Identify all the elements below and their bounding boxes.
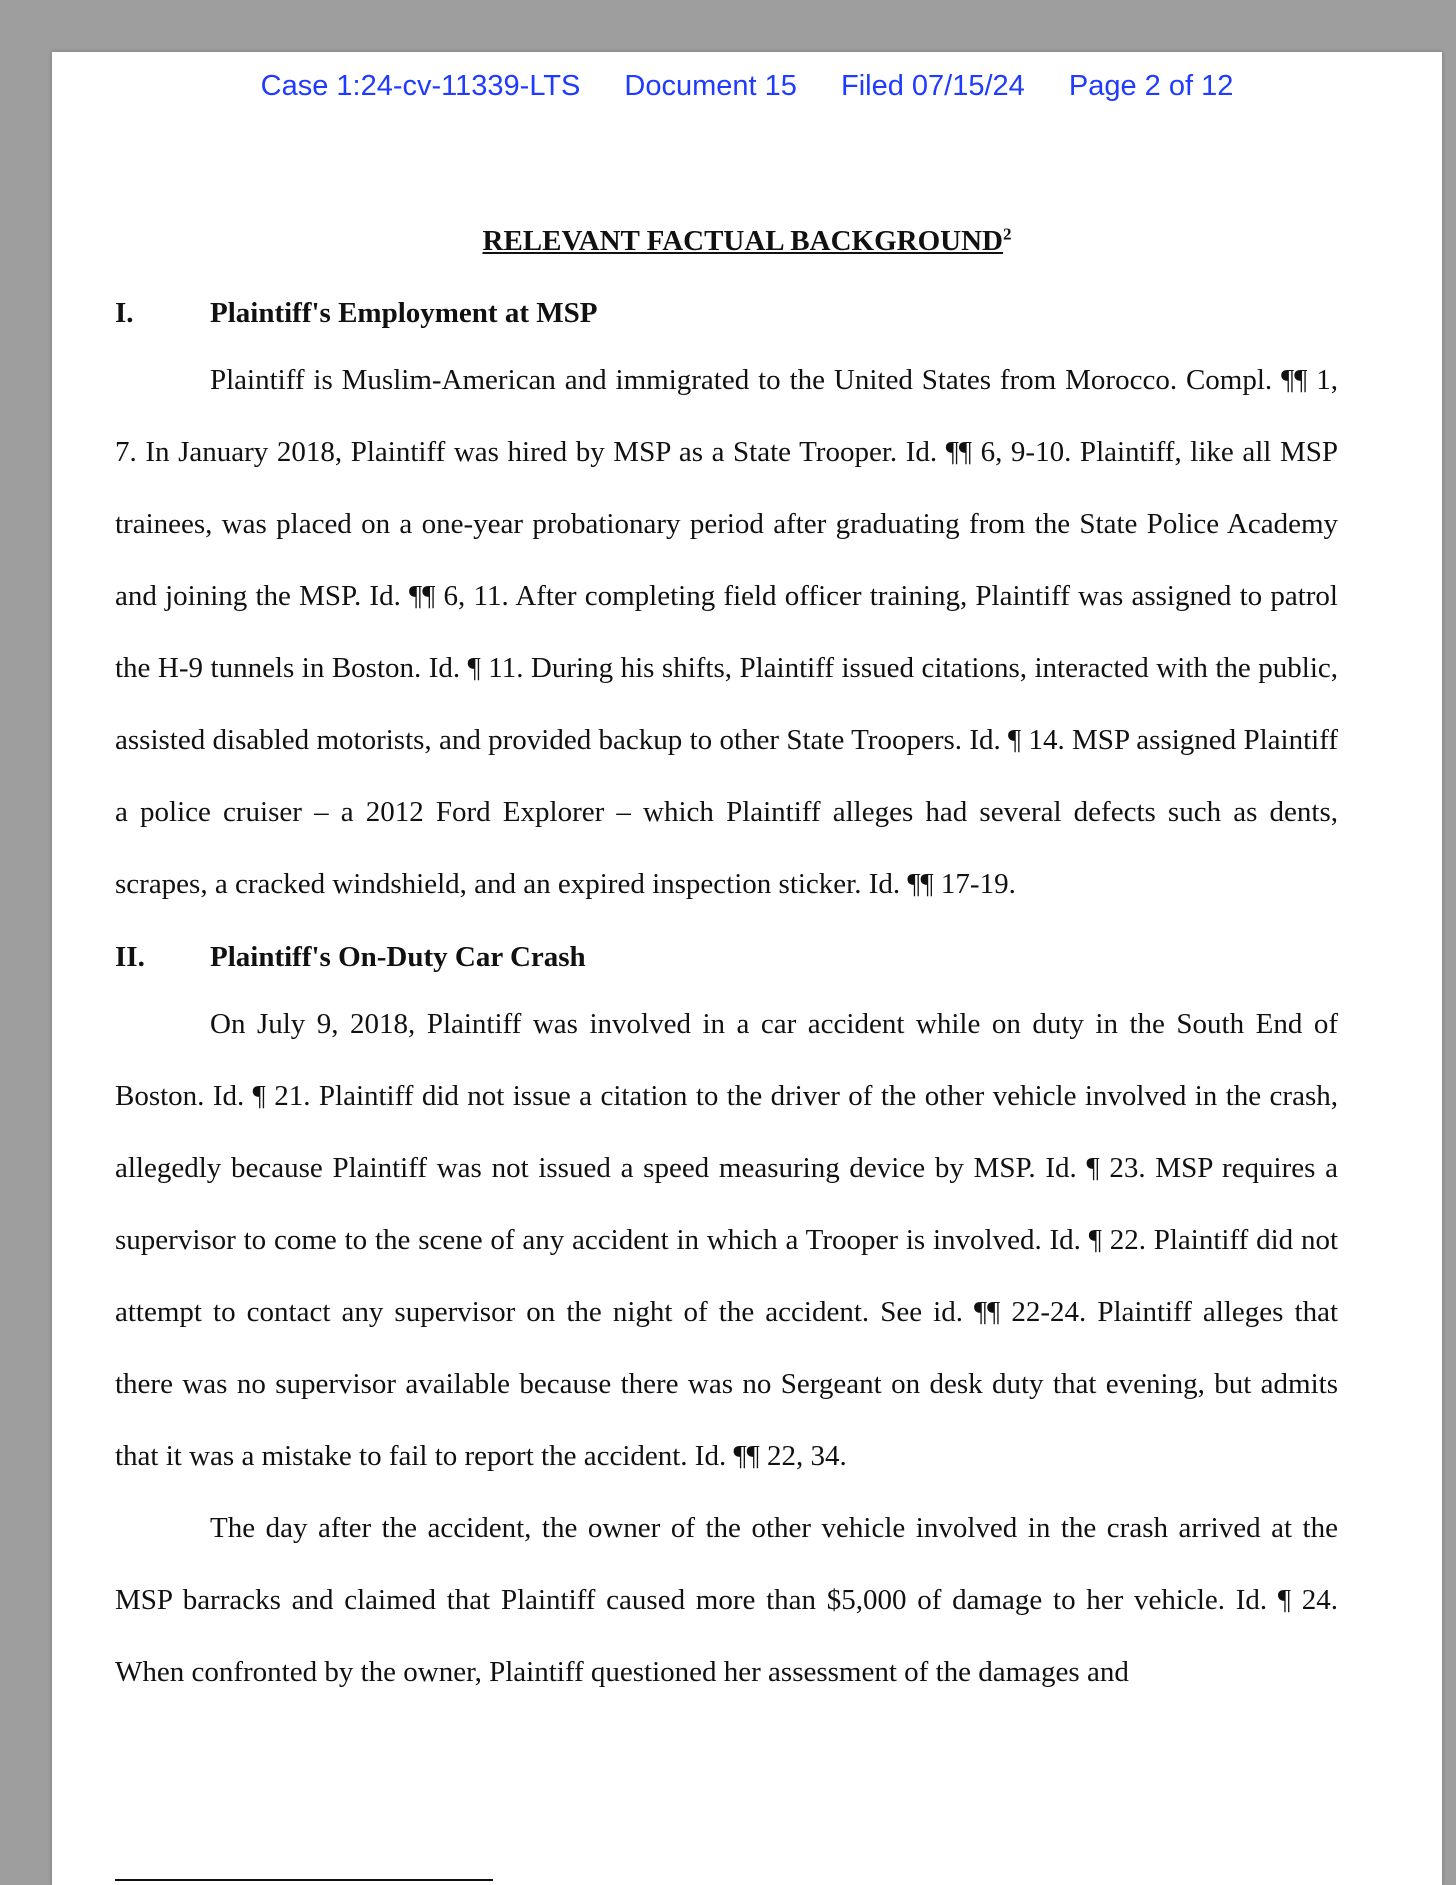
- document-page: [52, 52, 1442, 1885]
- section-number: II.: [115, 941, 145, 973]
- document-body: [115, 282, 1338, 1708]
- title-text: RELEVANT FACTUAL BACKGROUND: [482, 225, 1003, 257]
- paragraph: Plaintiff is Muslim-American and immigrated to the United States from Morocco. Compl. ¶¶ 1, 7. In January 2018, Plaintiff was hired by MSP as a State Trooper. Id. ¶¶ 6, 9-10. Plaintiff, like all MSP trainees, was placed on a one-year probationary period after graduating from the State Police Academy and joining the MSP. Id. ¶¶ 6, 11. After completing field officer training, Plaintiff was assigned to patrol the H-9 tunnels in Boston. Id. ¶ 11. During his shifts, Plaintiff issued citations, interacted with the public, assisted disabled motorists, and provided backup to other State Troopers. Id. ¶ 14. MSP assigned Plaintiff a police cruiser – a 2012 Ford Explorer – which Plaintiff alleges had several defects such as dents, scrapes, a cracked windshield, and an expired inspection sticker. Id. ¶¶ 17-19.: [115, 364, 1338, 900]
- section-title: Plaintiff's On-Duty Car Crash: [210, 941, 586, 973]
- page-count: Page 2 of 12: [1068, 70, 1234, 102]
- paragraph: The day after the accident, the owner of the other vehicle involved in the crash arrived at the MSP barracks and claimed that Plaintiff caused more than $5,000 of damage to her vehicle. Id. ¶ 24. When confronted by the owner, Plaintiff questioned her assessment of the damages and: [115, 1512, 1338, 1688]
- section-number: I.: [115, 297, 134, 329]
- document-number: Document 15: [624, 70, 797, 102]
- ecf-header: [52, 70, 1442, 103]
- section-heading: [115, 926, 1338, 988]
- page-title: [52, 225, 1442, 258]
- section-title: Plaintiff's Employment at MSP: [210, 297, 598, 329]
- filed-date: Filed 07/15/24: [840, 70, 1025, 102]
- paragraph: On July 9, 2018, Plaintiff was involved in a car accident while on duty in the South End of Boston. Id. ¶ 21. Plaintiff did not issue a citation to the driver of the other vehicle involved in the crash, allegedly because Plaintiff was not issued a speed measuring device by MSP. Id. ¶ 23. MSP requires a supervisor to come to the scene of any accident in which a Trooper is involved. Id. ¶ 22. Plaintiff did not attempt to contact any supervisor on the night of the accident. See id. ¶¶ 22-24. Plaintiff alleges that there was no supervisor available because there was no Sergeant on desk duty that evening, but admits that it was a mistake to fail to report the accident. Id. ¶¶ 22, 34.: [115, 1008, 1338, 1472]
- footnote-marker: 2: [1002, 224, 1012, 244]
- section-heading: [115, 282, 1338, 344]
- case-number: Case 1:24-cv-11339-LTS: [260, 70, 581, 102]
- footnote-divider: [115, 1879, 493, 1881]
